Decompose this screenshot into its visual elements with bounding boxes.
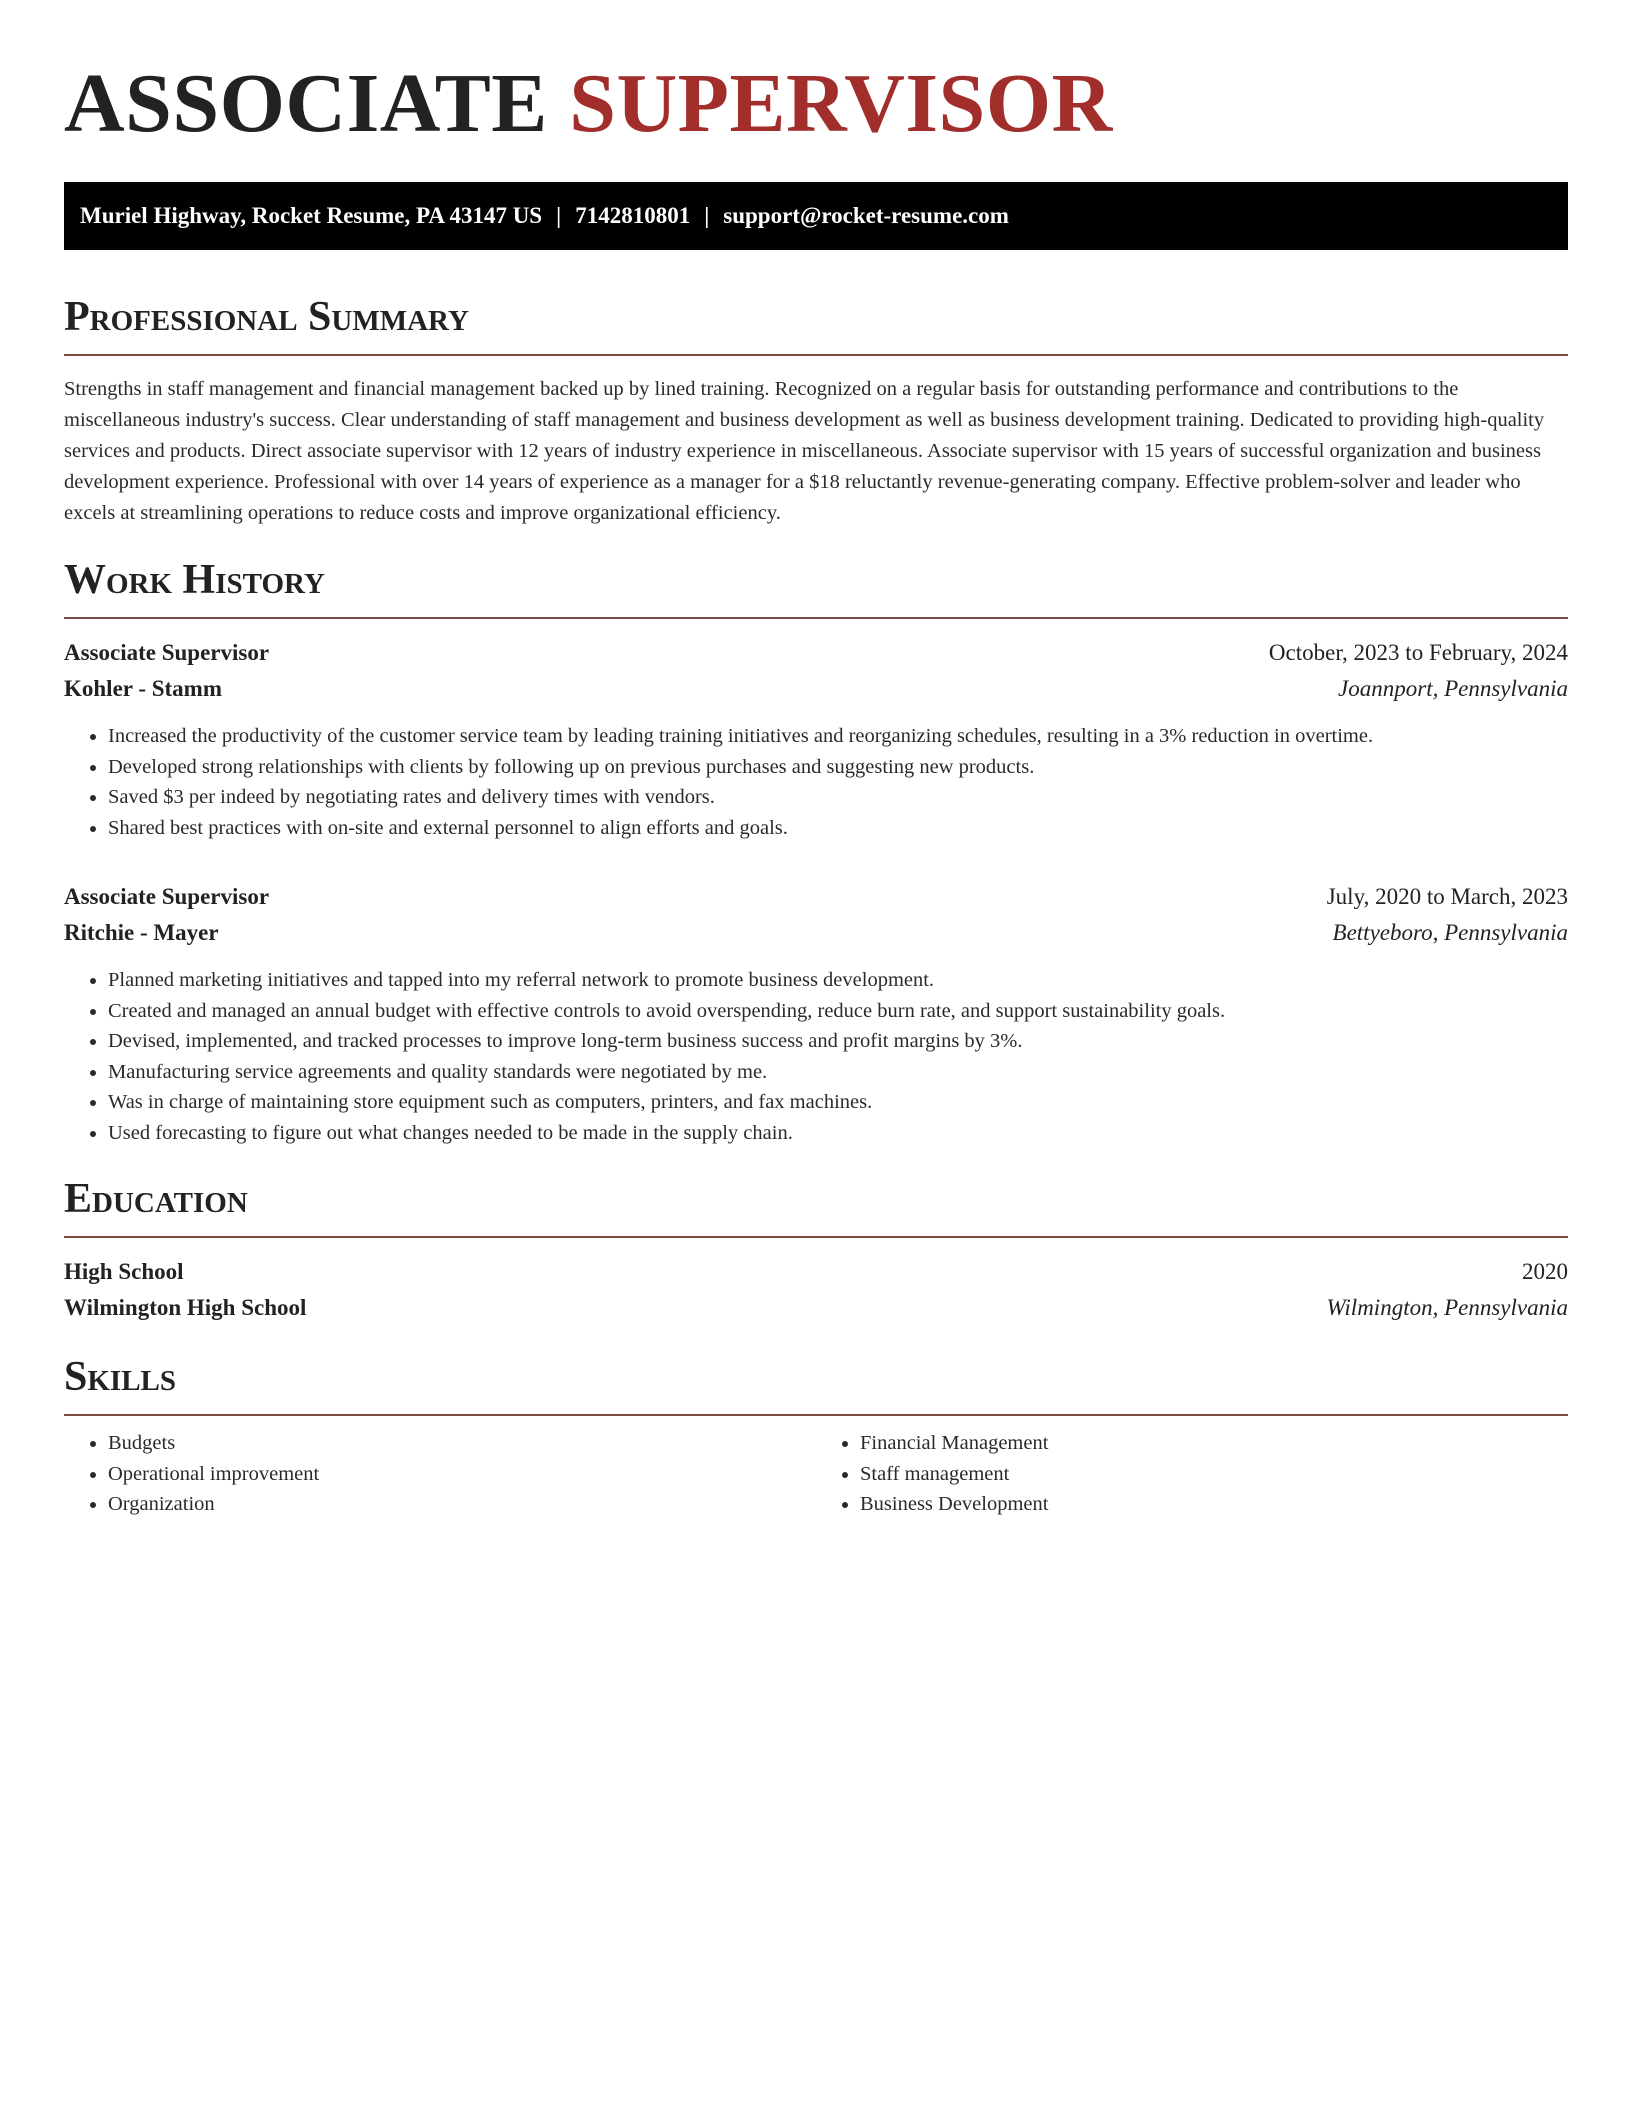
job-entry: [64, 635, 1568, 843]
education-year: 2020: [1522, 1259, 1568, 1284]
contact-address: Muriel Highway, Rocket Resume, PA 43147 US: [80, 203, 543, 228]
job-entry: [64, 879, 1568, 1148]
job-location: Bettyeboro, Pennsylvania: [1332, 920, 1568, 945]
list-item: • Used forecasting to figure out what changes needed to be made in the supply chain.: [108, 1118, 1568, 1149]
skill-item: • Operational improvement: [108, 1459, 816, 1490]
education-title: Education: [64, 1176, 248, 1222]
contact-bar: [64, 182, 1568, 250]
section-divider: [64, 617, 1568, 619]
job-role: Associate Supervisor: [64, 884, 270, 909]
job-company: Ritchie - Mayer: [64, 920, 219, 945]
skills-grid: [64, 1428, 1568, 1520]
skills-list-right: [816, 1428, 1568, 1520]
contact-email[interactable]: support@rocket-resume.com: [723, 203, 1009, 228]
first-name: ASSOCIATE: [64, 57, 548, 150]
skills-title: Skills: [64, 1354, 177, 1400]
section-divider: [64, 354, 1568, 356]
work-section: [64, 559, 1568, 1148]
summary-section: [64, 296, 1568, 529]
skill-item: • Budgets: [108, 1428, 816, 1459]
skill-item: • Financial Management: [860, 1428, 1568, 1459]
summary-title: Professional Summary: [64, 294, 469, 340]
list-item: • Created and managed an annual budget with effective controls to avoid overspending, reduce burn rate, and support sustainability goals.: [108, 996, 1568, 1027]
skills-section: [64, 1356, 1568, 1520]
skills-list-left: [64, 1428, 816, 1520]
skill-item: • Business Development: [860, 1489, 1568, 1520]
education-location: Wilmington, Pennsylvania: [1326, 1295, 1568, 1320]
job-location: Joannport, Pennsylvania: [1338, 676, 1568, 701]
skill-item: • Staff management: [860, 1459, 1568, 1490]
work-title: Work History: [64, 557, 325, 603]
last-name: SUPERVISOR: [569, 57, 1113, 150]
section-divider: [64, 1236, 1568, 1238]
education-section: [64, 1178, 1568, 1326]
job-bullets: [64, 965, 1568, 1148]
list-item: • Shared best practices with on-site and external personnel to align efforts and goals.: [108, 813, 1568, 844]
skill-item: • Organization: [108, 1489, 816, 1520]
list-item: • Saved $3 per indeed by negotiating rates and delivery times with vendors.: [108, 782, 1568, 813]
list-item: • Devised, implemented, and tracked processes to improve long-term business success and profit margins by 3%.: [108, 1026, 1568, 1057]
contact-separator: |: [704, 203, 710, 228]
education-school: Wilmington High School: [64, 1295, 307, 1320]
job-role: Associate Supervisor: [64, 640, 270, 665]
job-bullets: [64, 721, 1568, 843]
list-item: • Increased the productivity of the customer service team by leading training initiatives and reorganizing schedules, resulting in a 3% reduction in overtime.: [108, 721, 1568, 752]
section-divider: [64, 1414, 1568, 1416]
job-dates: October, 2023 to February, 2024: [1268, 640, 1568, 665]
job-dates: July, 2020 to March, 2023: [1326, 884, 1568, 909]
list-item: • Planned marketing initiatives and tapped into my referral network to promote business development.: [108, 965, 1568, 996]
list-item: • Manufacturing service agreements and quality standards were negotiated by me.: [108, 1057, 1568, 1088]
contact-separator: |: [556, 203, 562, 228]
education-degree: High School: [64, 1259, 184, 1284]
contact-phone: 7142810801: [575, 203, 691, 228]
job-company: Kohler - Stamm: [64, 676, 223, 701]
list-item: • Developed strong relationships with clients by following up on previous purchases and suggesting new products.: [108, 752, 1568, 783]
list-item: • Was in charge of maintaining store equipment such as computers, printers, and fax machines.: [108, 1087, 1568, 1118]
candidate-name: [64, 57, 1568, 150]
summary-text: Strengths in staff management and financial management backed up by lined training. Recognized on a regular basis for outstanding performance and contributions to the miscellaneous industry's success. Clear understanding of staff management and business development as well as business development training. Dedicated to providing high-quality services and products. Direct associate supervisor with 12 years of industry experience in miscellaneous. Associate supervisor with 15 years of successful organization and business development experience. Professional with over 14 years of experience as a manager for a $18 reluctantly revenue-generating company. Effective problem-solver and leader who excels at streamlining operations to reduce costs and improve organizational efficiency.: [64, 378, 1545, 524]
